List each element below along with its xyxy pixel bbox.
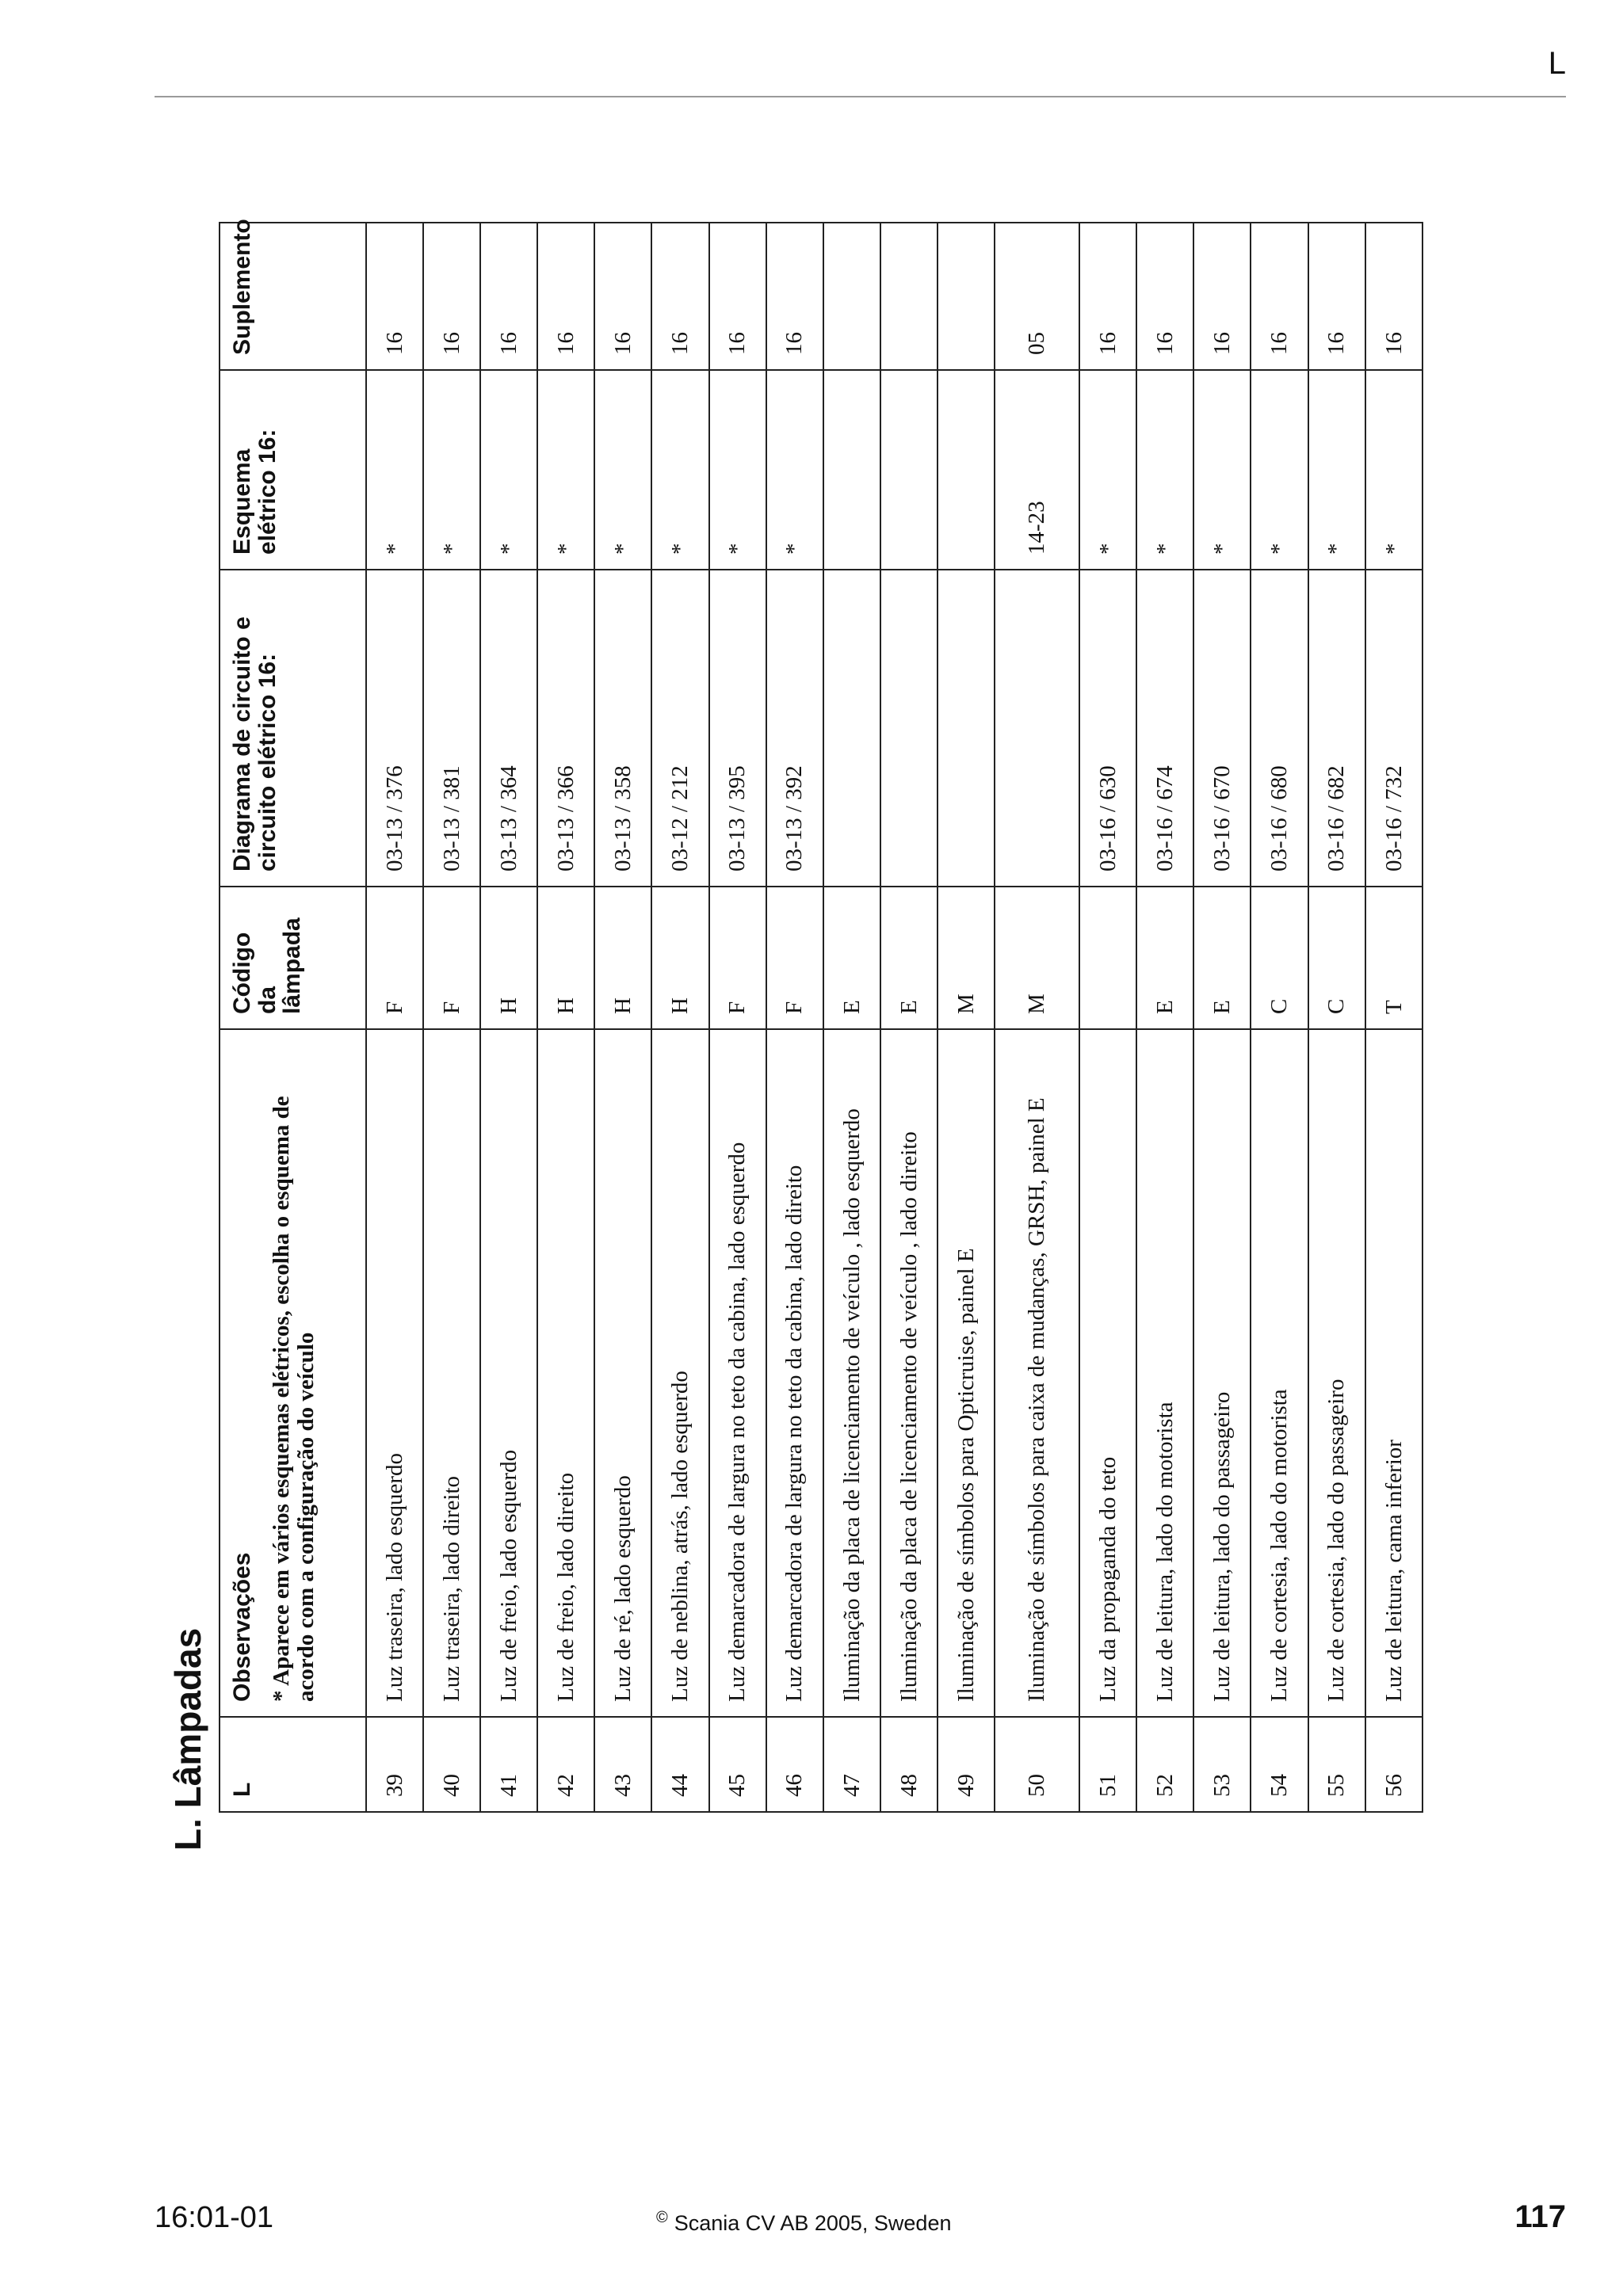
row-observation: Luz demarcadora de largura no teto da cabina, lado esquerdo — [709, 1029, 766, 1717]
row-observation: Luz traseira, lado direito — [423, 1029, 480, 1717]
row-electrical-scheme: 14-23 — [995, 370, 1079, 570]
row-electrical-scheme: * — [1136, 370, 1193, 570]
table-row — [1193, 223, 1251, 1812]
table-row — [366, 223, 423, 1812]
table-row — [938, 223, 995, 1812]
row-electrical-scheme — [823, 370, 880, 570]
table-header-row — [220, 223, 366, 1812]
row-supplement: 16 — [480, 223, 537, 370]
table-row — [423, 223, 480, 1812]
row-number: 44 — [651, 1717, 708, 1812]
table-row — [480, 223, 537, 1812]
row-number: 45 — [709, 1717, 766, 1812]
row-electrical-scheme: * — [1079, 370, 1136, 570]
header-observacoes — [220, 1029, 366, 1717]
rotated-content — [158, 0, 1426, 1852]
copyright — [656, 2209, 951, 2236]
row-lamp-code: C — [1251, 887, 1308, 1029]
row-observation: Luz de freio, lado esquerdo — [480, 1029, 537, 1717]
table-row — [537, 223, 594, 1812]
row-number: 48 — [880, 1717, 938, 1812]
row-circuit-diagram: 03-16 / 680 — [1251, 570, 1308, 887]
row-lamp-code: F — [766, 887, 823, 1029]
table-row — [709, 223, 766, 1812]
row-supplement: 16 — [651, 223, 708, 370]
row-lamp-code: E — [823, 887, 880, 1029]
table-row — [1308, 223, 1365, 1812]
copyright-symbol: © — [656, 2209, 668, 2226]
row-lamp-code — [1079, 887, 1136, 1029]
copyright-text: Scania CV AB 2005, Sweden — [674, 2211, 952, 2235]
row-supplement: 16 — [1193, 223, 1251, 370]
table-row — [880, 223, 938, 1812]
row-electrical-scheme: * — [480, 370, 537, 570]
row-supplement: 16 — [594, 223, 651, 370]
row-circuit-diagram: 03-12 / 212 — [651, 570, 708, 887]
table-row — [995, 223, 1079, 1812]
row-number: 46 — [766, 1717, 823, 1812]
row-observation: Luz traseira, lado esquerdo — [366, 1029, 423, 1717]
row-observation: Luz de freio, lado direito — [537, 1029, 594, 1717]
row-observation: Luz de leitura, lado do passageiro — [1193, 1029, 1251, 1717]
row-electrical-scheme: * — [537, 370, 594, 570]
row-supplement: 16 — [709, 223, 766, 370]
row-observation: Luz de neblina, atrás, lado esquerdo — [651, 1029, 708, 1717]
table-row — [594, 223, 651, 1812]
row-electrical-scheme — [880, 370, 938, 570]
row-electrical-scheme: * — [366, 370, 423, 570]
row-number: 55 — [1308, 1717, 1365, 1812]
row-lamp-code: C — [1308, 887, 1365, 1029]
row-supplement: 16 — [1251, 223, 1308, 370]
row-circuit-diagram: 03-13 / 392 — [766, 570, 823, 887]
header-esquema: Esquema elétrico 16: — [220, 370, 366, 570]
row-number: 39 — [366, 1717, 423, 1812]
table-row — [1251, 223, 1308, 1812]
row-circuit-diagram: 03-13 / 376 — [366, 570, 423, 887]
row-supplement: 16 — [1136, 223, 1193, 370]
row-circuit-diagram — [823, 570, 880, 887]
row-lamp-code: M — [938, 887, 995, 1029]
row-electrical-scheme: * — [1308, 370, 1365, 570]
section-title: L. Lâmpadas — [167, 1627, 208, 1851]
row-lamp-code: H — [651, 887, 708, 1029]
row-circuit-diagram: 03-13 / 395 — [709, 570, 766, 887]
row-number: 50 — [995, 1717, 1079, 1812]
table-row — [823, 223, 880, 1812]
row-number: 47 — [823, 1717, 880, 1812]
row-supplement: 16 — [366, 223, 423, 370]
header-suplemento: Suplemento — [220, 223, 366, 370]
row-circuit-diagram: 03-16 / 630 — [1079, 570, 1136, 887]
header-note: * Aparece em vários esquemas elétricos, escolha o esquema de acordo com a configuração do veículo — [268, 1096, 319, 1702]
row-number: 52 — [1136, 1717, 1193, 1812]
row-supplement — [938, 223, 995, 370]
row-electrical-scheme: * — [709, 370, 766, 570]
row-electrical-scheme — [938, 370, 995, 570]
row-number: 53 — [1193, 1717, 1251, 1812]
row-circuit-diagram: 03-16 / 732 — [1365, 570, 1423, 887]
row-circuit-diagram — [995, 570, 1079, 887]
row-observation: Luz de leitura, cama inferior — [1365, 1029, 1423, 1717]
row-number: 43 — [594, 1717, 651, 1812]
row-observation: Iluminação de símbolos para Opticruise, painel E — [938, 1029, 995, 1717]
row-observation: Iluminação da placa de licenciamento de veículo , lado esquerdo — [823, 1029, 880, 1717]
row-electrical-scheme: * — [1365, 370, 1423, 570]
row-circuit-diagram — [938, 570, 995, 887]
row-number: 54 — [1251, 1717, 1308, 1812]
row-circuit-diagram: 03-13 / 364 — [480, 570, 537, 887]
row-electrical-scheme: * — [651, 370, 708, 570]
row-lamp-code: F — [423, 887, 480, 1029]
row-lamp-code: E — [1136, 887, 1193, 1029]
table-row — [651, 223, 708, 1812]
row-supplement: 16 — [537, 223, 594, 370]
row-circuit-diagram: 03-13 / 358 — [594, 570, 651, 887]
row-circuit-diagram: 03-16 / 670 — [1193, 570, 1251, 887]
row-supplement — [823, 223, 880, 370]
row-lamp-code: F — [366, 887, 423, 1029]
row-observation: Luz de cortesia, lado do passageiro — [1308, 1029, 1365, 1717]
row-supplement: 16 — [766, 223, 823, 370]
row-observation: Luz demarcadora de largura no teto da cabina, lado direito — [766, 1029, 823, 1717]
row-number: 42 — [537, 1717, 594, 1812]
header-diagrama: Diagrama de circuito e circuito elétrico 16: — [220, 570, 366, 887]
row-circuit-diagram: 03-16 / 674 — [1136, 570, 1193, 887]
row-lamp-code: H — [537, 887, 594, 1029]
row-observation: Luz de leitura, lado do motorista — [1136, 1029, 1193, 1717]
row-circuit-diagram — [880, 570, 938, 887]
row-lamp-code: E — [1193, 887, 1251, 1029]
row-supplement: 16 — [1365, 223, 1423, 370]
table-row — [1079, 223, 1136, 1812]
lamps-table — [219, 219, 1423, 1813]
table-row — [1136, 223, 1193, 1812]
row-observation: Iluminação da placa de licenciamento de veículo , lado direito — [880, 1029, 938, 1717]
row-electrical-scheme: * — [594, 370, 651, 570]
row-electrical-scheme: * — [766, 370, 823, 570]
table-body — [366, 223, 1423, 1812]
row-circuit-diagram: 03-13 / 381 — [423, 570, 480, 887]
row-lamp-code: T — [1365, 887, 1423, 1029]
row-number: 51 — [1079, 1717, 1136, 1812]
section-letter: L — [1548, 46, 1566, 81]
row-lamp-code: M — [995, 887, 1079, 1029]
header-observacoes-label: Observações — [229, 1552, 255, 1702]
row-supplement: 16 — [1079, 223, 1136, 370]
header-l: L — [220, 1717, 366, 1812]
row-number: 49 — [938, 1717, 995, 1812]
row-observation: Luz da propaganda do teto — [1079, 1029, 1136, 1717]
row-number: 41 — [480, 1717, 537, 1812]
row-electrical-scheme: * — [423, 370, 480, 570]
row-supplement: 16 — [423, 223, 480, 370]
row-electrical-scheme: * — [1251, 370, 1308, 570]
table-row — [766, 223, 823, 1812]
doc-code: 16:01-01 — [155, 2201, 274, 2234]
row-lamp-code: H — [480, 887, 537, 1029]
table-row — [1365, 223, 1423, 1812]
header-codigo: Código da lâmpada — [220, 887, 366, 1029]
row-supplement: 05 — [995, 223, 1079, 370]
row-observation: Luz de cortesia, lado do motorista — [1251, 1029, 1308, 1717]
row-observation: Luz de ré, lado esquerdo — [594, 1029, 651, 1717]
row-circuit-diagram: 03-16 / 682 — [1308, 570, 1365, 887]
row-supplement — [880, 223, 938, 370]
row-electrical-scheme: * — [1193, 370, 1251, 570]
row-number: 40 — [423, 1717, 480, 1812]
row-lamp-code: F — [709, 887, 766, 1029]
page-number: 117 — [1514, 2199, 1566, 2234]
row-lamp-code: H — [594, 887, 651, 1029]
row-circuit-diagram: 03-13 / 366 — [537, 570, 594, 887]
row-observation: Iluminação de símbolos para caixa de mudanças, GRSH, painel E — [995, 1029, 1079, 1717]
row-lamp-code: E — [880, 887, 938, 1029]
row-number: 56 — [1365, 1717, 1423, 1812]
row-supplement: 16 — [1308, 223, 1365, 370]
